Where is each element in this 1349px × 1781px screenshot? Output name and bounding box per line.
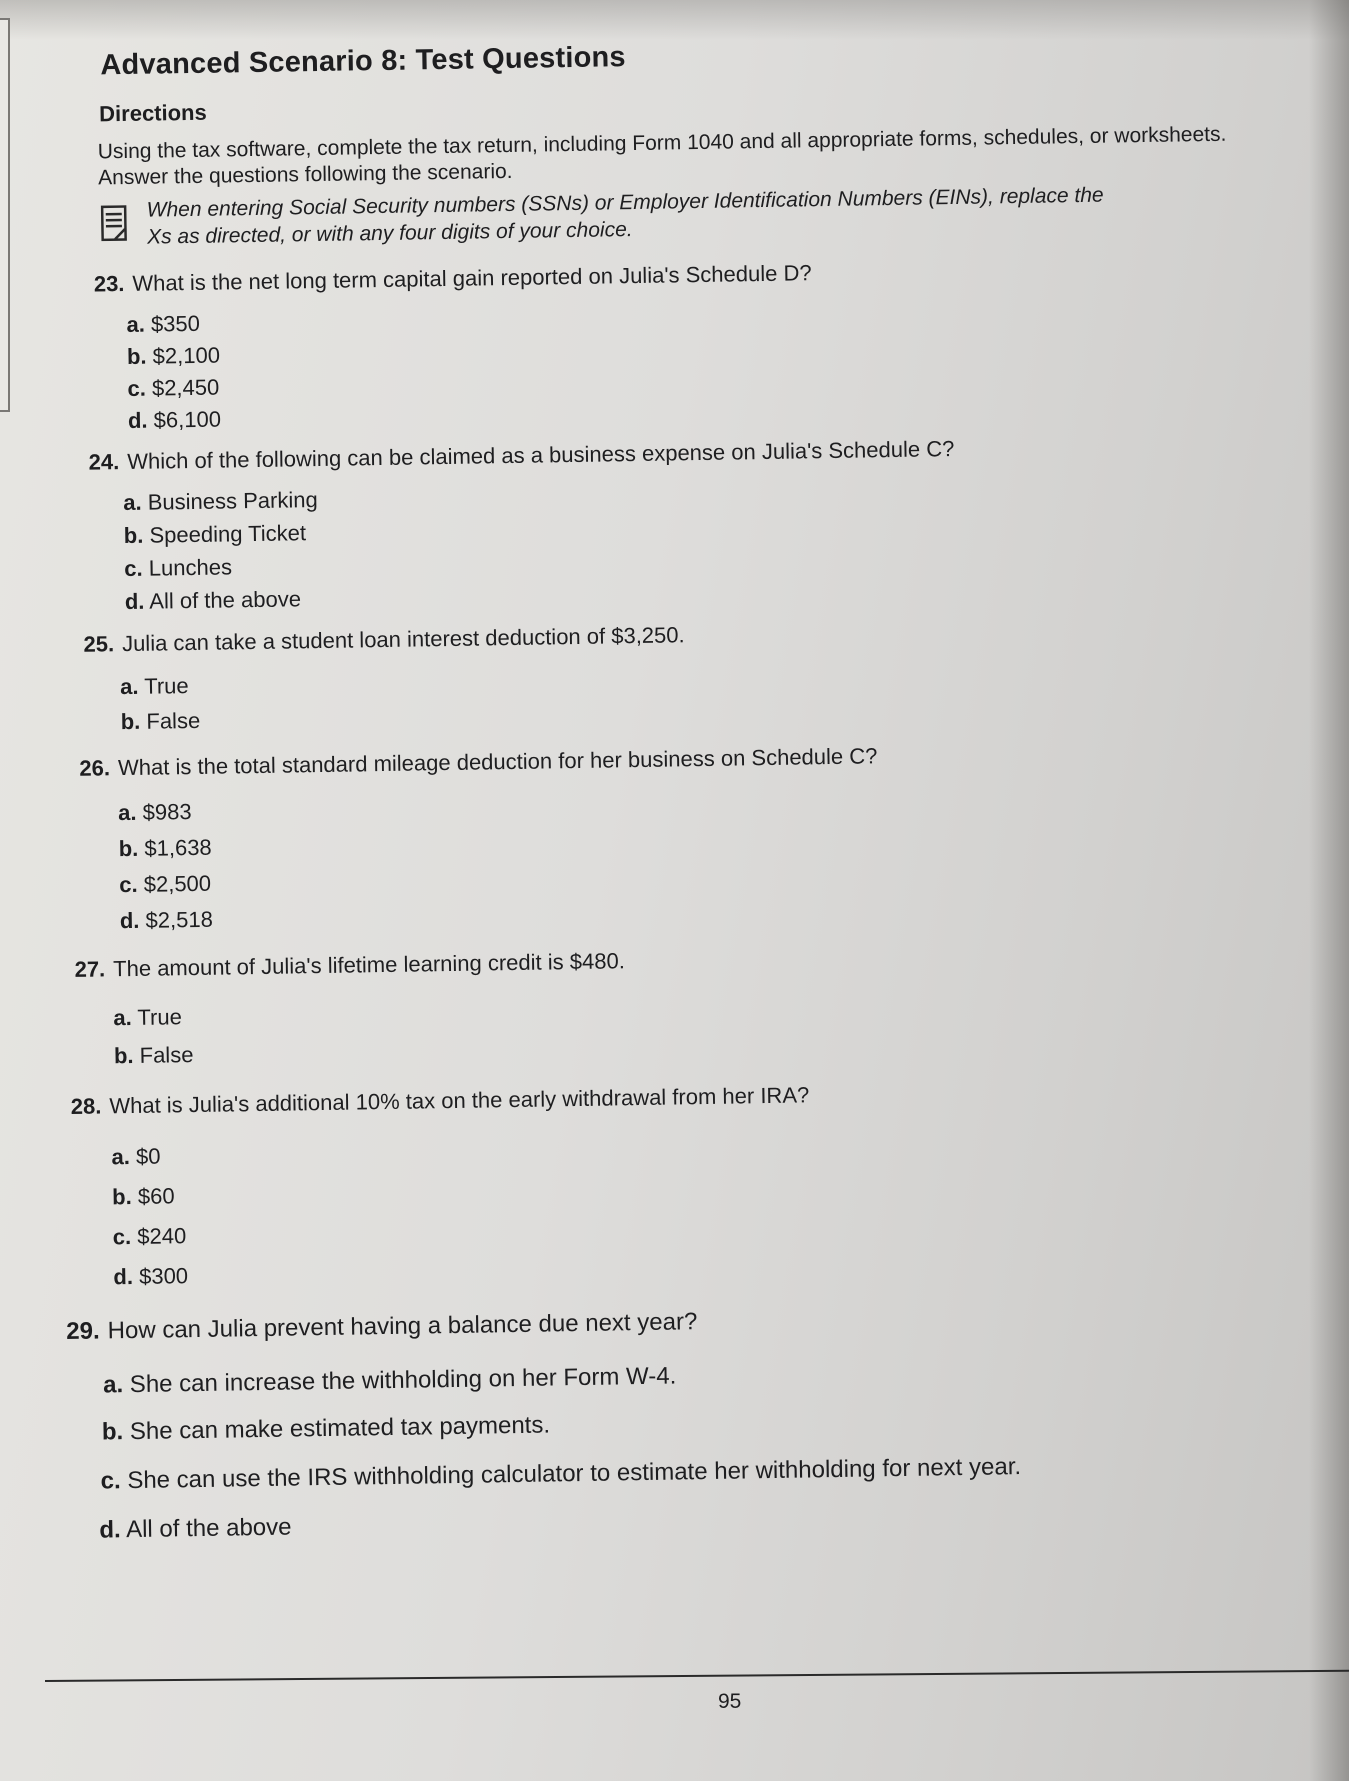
question-24 bbox=[88, 436, 954, 476]
option-24a: a. Business Parking bbox=[123, 487, 318, 516]
directions-text: Using the tax software, complete the tax return, including Form 1040 and all appropriate forms, schedules, or worksheets. Answer the questions following the scenario. bbox=[97, 122, 1227, 190]
option-23c: c. $2,450 bbox=[127, 374, 220, 401]
option-26c: c. $2,500 bbox=[119, 870, 212, 898]
question-28 bbox=[71, 1082, 810, 1120]
option-28b: b. $60 bbox=[111, 1183, 175, 1210]
option-26a: a. $983 bbox=[117, 799, 192, 826]
page-edge-tab bbox=[0, 18, 10, 412]
question-number: 29. bbox=[66, 1317, 100, 1346]
question-number: 26. bbox=[79, 755, 111, 781]
note-line-1: When entering Social Security numbers (SSNs) or Employer Identification Numbers (EINs), replace the bbox=[146, 183, 1104, 222]
option-23b: b. $2,100 bbox=[126, 342, 221, 369]
option-27b: b. False bbox=[113, 1042, 194, 1069]
page-shadow-top bbox=[0, 0, 1349, 40]
question-number: 24. bbox=[88, 449, 120, 475]
question-29 bbox=[66, 1308, 697, 1346]
option-26b: b. $1,638 bbox=[118, 834, 212, 862]
option-29c: c. She can use the IRS withholding calculator to estimate her withholding for next year. bbox=[100, 1453, 1022, 1495]
page-shadow-right bbox=[1309, 0, 1349, 1781]
option-29b: b. She can make estimated tax payments. bbox=[101, 1411, 551, 1446]
directions-heading: Directions bbox=[98, 99, 207, 127]
question-27 bbox=[74, 948, 625, 983]
page-number: 95 bbox=[718, 1690, 742, 1713]
footer-rule bbox=[45, 1670, 1349, 1682]
option-23a: a. $350 bbox=[126, 310, 201, 337]
question-text: Which of the following can be claimed as a business expense on Julia's Schedule C? bbox=[127, 436, 955, 474]
note-icon bbox=[101, 205, 128, 241]
option-24d: d. All of the above bbox=[124, 586, 302, 615]
option-25b: b. False bbox=[120, 707, 201, 735]
question-text: What is the net long term capital gain reported on Julia's Schedule D? bbox=[132, 260, 812, 296]
option-23d: d. $6,100 bbox=[127, 406, 222, 433]
question-number: 28. bbox=[70, 1093, 102, 1119]
question-26 bbox=[79, 743, 877, 782]
question-number: 25. bbox=[83, 631, 115, 657]
question-25 bbox=[83, 622, 685, 657]
option-28a: a. $0 bbox=[111, 1143, 161, 1170]
note-text bbox=[146, 179, 1247, 250]
question-text: The amount of Julia's lifetime learning credit is $480. bbox=[112, 948, 626, 982]
question-number: 23. bbox=[93, 271, 125, 297]
option-28d: d. $300 bbox=[113, 1263, 189, 1290]
question-23 bbox=[94, 260, 812, 297]
option-29a: a. She can increase the withholding on her Form W-4. bbox=[102, 1362, 677, 1399]
option-28c: c. $240 bbox=[112, 1223, 187, 1250]
option-25a: a. True bbox=[119, 673, 189, 700]
note-callout bbox=[100, 179, 1251, 253]
option-26d: d. $2,518 bbox=[119, 906, 214, 934]
question-number: 27. bbox=[74, 956, 106, 982]
question-text: What is the total standard mileage deduction for her business on Schedule C? bbox=[117, 743, 878, 781]
question-text: How can Julia prevent having a balance due next year? bbox=[107, 1308, 698, 1345]
question-text: What is Julia's additional 10% tax on the early withdrawal from her IRA? bbox=[109, 1082, 810, 1119]
option-27a: a. True bbox=[113, 1004, 183, 1031]
page-title: Advanced Scenario 8: Test Questions bbox=[100, 41, 626, 82]
option-29d: d. All of the above bbox=[99, 1513, 292, 1544]
question-text: Julia can take a student loan interest deduction of $3,250. bbox=[121, 622, 685, 657]
option-24c: c. Lunches bbox=[124, 554, 233, 582]
note-line-2: Xs as directed, or with any four digits of your choice. bbox=[146, 218, 633, 249]
option-24b: b. Speeding Ticket bbox=[123, 520, 307, 549]
